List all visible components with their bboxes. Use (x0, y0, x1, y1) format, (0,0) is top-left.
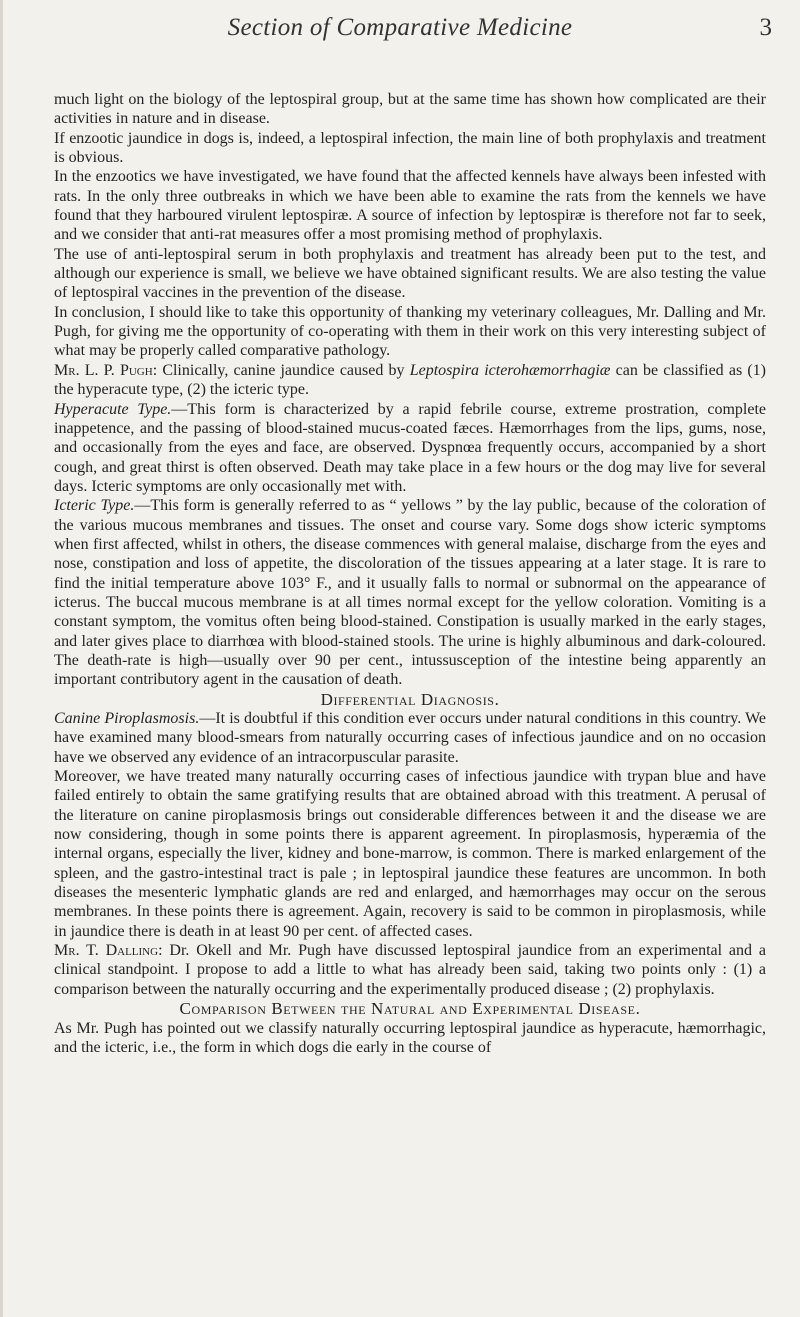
paragraph: As Mr. Pugh has pointed out we classify naturally occurring leptospiral jaundice as hyperacute, hæmorrhagic, and the icteric, i.e., the form in which dogs die early in the course of (54, 1019, 766, 1056)
text-run: can be classified as (1) the hyperacute type, (2) the icteric type. (54, 361, 767, 399)
text-run: —This form is generally referred to as “ yellows ” by the lay public, because of the coloration of the various mucous membranes and tissues. The onset and course vary. Some dogs show icteric symptoms when first affected, whilst in others, the disease commences with general malaise, discharge from the eyes and nose, constipation and loss of appetite, the discoloration of the tissues appearing at a later stage. It is rare to find the initial temperature above 103° F., and it usually falls to normal or subnormal on the appearance of icterus. The buccal mucous membrane is at all times normal except for the yellow coloration. Vomiting is a constant symptom, the vomitus often being blood-stained. Constipation is usually marked in the early stages, and later gives place to diarrhœa with blood-stained stools. The urine is highly albuminous and dark-coloured. The death-rate is high—usually over 90 per cent., intussusception of the intestine being apparently an important contributory agent in the causation of death. (54, 497, 766, 689)
running-head (0, 14, 800, 54)
text-run: —It is doubtful if this condition ever occurs under natural conditions in this country. We have examined many blood-smears from naturally occurring cases of infectious jaundice and on no occasion have we observed any evidence of an intracorpuscular parasite. (54, 710, 766, 766)
subsection-label: Icteric Type. (54, 497, 135, 515)
paragraph (54, 361, 766, 400)
paragraph: If enzootic jaundice in dogs is, indeed, a leptospiral infection, the main line of both prophylaxis and treatment is obvious. (54, 129, 766, 167)
paragraph: In the enzootics we have investigated, we have found that the affected kennels have always been infested with rats. In the only three outbreaks in which we have been able to examine the rats from the kennels we have found that they harboured virulent leptospiræ. A source of infection by leptospiræ is therefore not far to seek, and we consider that anti-rat measures offer a most promising method of prophylaxis. (54, 168, 766, 244)
paragraph (54, 709, 766, 767)
body-text (54, 90, 766, 1057)
text-run: —This form is characterized by a rapid febrile course, extreme prostration, complete inappetence, and the passing of blood-stained mucus-coated fæces. Hæmorrhages from the lips, gums, nose, and occasionally from the eyes and face, are observed. Dyspnœa frequently occurs, accompanied by a short cough, and great thirst is often observed. Death may take place in a few hours or the dog may live for several days. Icteric symptoms are only occasionally met with. (54, 400, 766, 495)
paragraph (54, 941, 766, 999)
speaker-name: Mr. T. Dalling (54, 942, 159, 960)
section-title: Section of Comparative Medicine (227, 14, 573, 41)
text-run: : Dr. Okell and Mr. Pugh have discussed leptospiral jaundice from an experimental and a clinical standpoint. I propose to add a little to what has already been said, taking two points only : (1) a comparison between the naturally occurring and the experimentally produced disease ; (2) prophylaxis. (54, 942, 766, 998)
section-heading: Comparison Between the Natural and Experimental Disease. (179, 999, 641, 1019)
paragraph (54, 496, 766, 689)
paragraph: In conclusion, I should like to take this opportunity of thanking my veterinary colleagues, Mr. Dalling and Mr. Pugh, for giving me the opportunity of co-operating with them in their work on this very interesting subject of what may be properly called comparative pathology. (54, 303, 766, 360)
paragraph: Moreover, we have treated many naturally occurring cases of infectious jaundice with trypan blue and have failed entirely to obtain the same gratifying results that are obtained abroad with this treatment. A perusal of the literature on canine piroplasmosis brings out considerable differences between it and the disease we are now considering, though in some points there is apparent agreement. In piroplasmosis, hyperæmia of the internal organs, especially the liver, kidney and bone-marrow, is common. There is marked enlargement of the spleen, and the gastro-intestinal tract is pale ; in leptospiral jaundice these features are uncommon. In both diseases the mesenteric lymphatic glands are red and enlarged, and hæmorrhages may occur on the serous membranes. In these points there is agreement. Again, recovery is said to be common in piroplasmosis, while in jaundice there is death in at least 90 per cent. of affected cases. (54, 768, 766, 940)
page-edge-shadow (0, 0, 3, 1317)
section-heading: Differential Diagnosis. (320, 689, 500, 709)
species-name: Leptospira icterohæmorrhagiæ (409, 361, 611, 379)
paragraph (54, 400, 766, 497)
subsection-label: Canine Piroplasmosis. (54, 710, 200, 727)
paragraph: The use of anti-leptospiral serum in both prophylaxis and treatment has already been put to the test, and although our experience is small, we believe we have obtained significant results. We are also testing the value of leptospiral vaccines in the prevention of the disease. (54, 245, 766, 302)
page-number: 3 (759, 14, 772, 41)
text-run: : Clinically, canine jaundice caused by (152, 361, 410, 379)
speaker-name: Mr. L. P. Pugh (54, 361, 153, 379)
paragraph: much light on the biology of the leptospiral group, but at the same time has shown how complicated are their activities in nature and in disease. (54, 91, 766, 128)
subsection-label: Hyperacute Type. (54, 400, 172, 418)
